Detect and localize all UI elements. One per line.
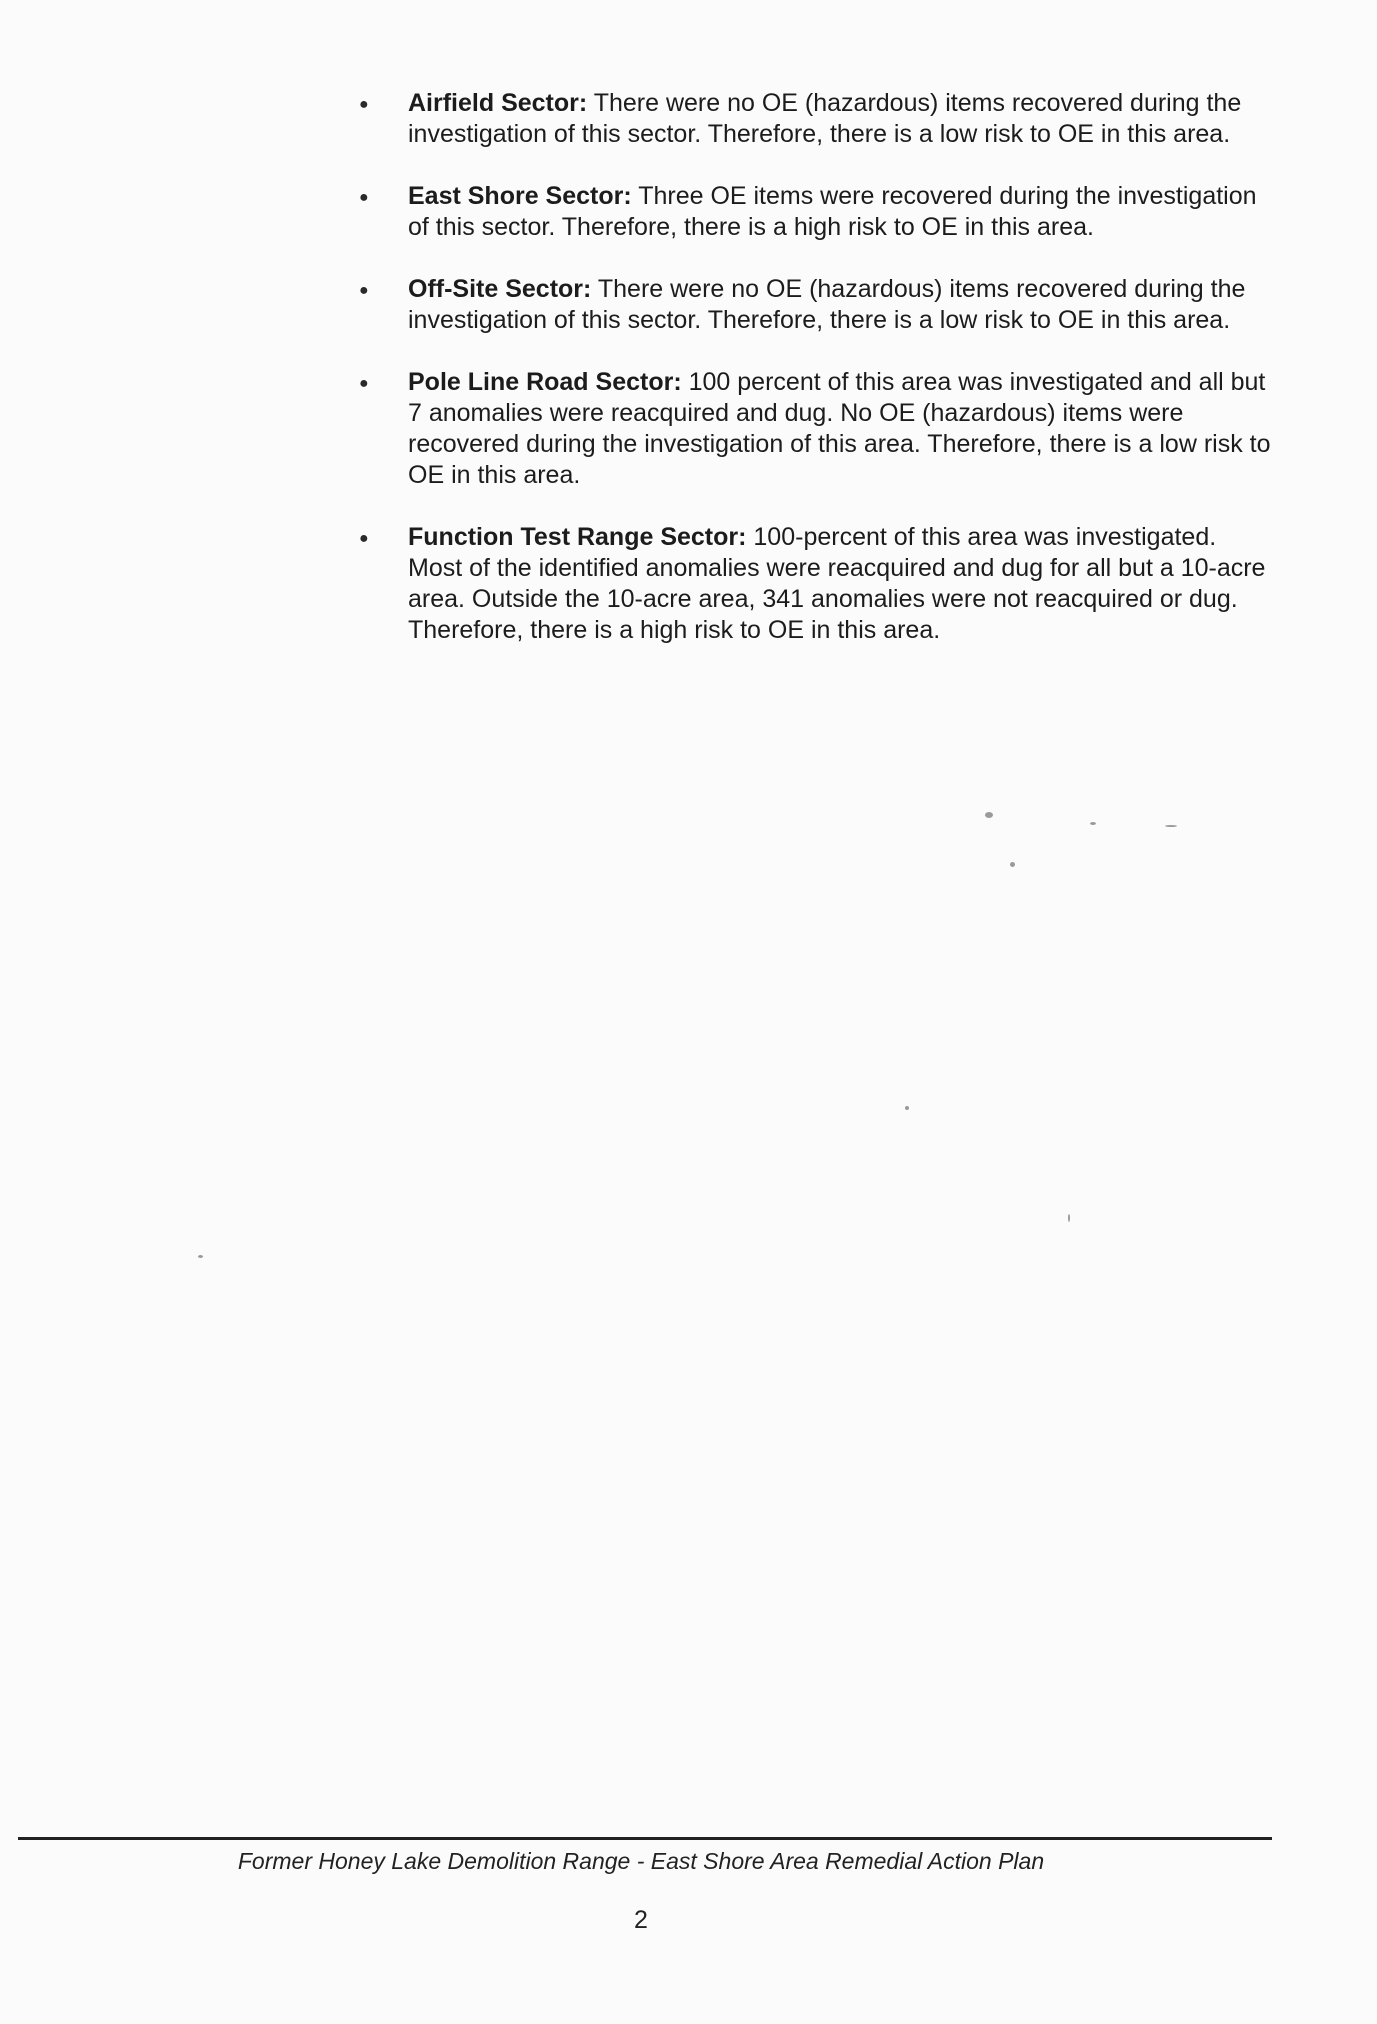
scan-speck bbox=[198, 1255, 203, 1258]
page-number: 2 bbox=[634, 1906, 648, 1934]
bullet-text: 100-percent of this area was investigated. Most of the identified anomalies were reacquired and dug for all but a 10-acre area. Outside the 10-acre area, 341 anomalies were not reacquired or dug. Therefore, there is a high risk to OE in this area. bbox=[408, 523, 1266, 644]
scan-speck bbox=[1010, 862, 1015, 867]
bullet-term: Off-Site Sector: bbox=[408, 275, 592, 303]
bullet-term: East Shore Sector: bbox=[408, 182, 632, 210]
scan-speck bbox=[905, 1106, 909, 1110]
bullet-dot-icon: ● bbox=[359, 282, 369, 299]
bullet-airfield-sector bbox=[354, 88, 1274, 150]
bullet-dot-icon: ● bbox=[359, 530, 369, 547]
bullet-dot-icon: ● bbox=[359, 189, 369, 206]
bullet-term: Airfield Sector: bbox=[408, 89, 588, 117]
footer-rule bbox=[18, 1837, 1272, 1840]
bullet-text: Three OE items were recovered during the investigation of this sector. Therefore, there is a high risk to OE in this area. bbox=[408, 182, 1257, 241]
scan-speck bbox=[1165, 825, 1177, 827]
bullet-pole-line-road-sector bbox=[354, 367, 1274, 491]
bullet-east-shore-sector bbox=[354, 181, 1274, 243]
bullet-function-test-range-sector bbox=[354, 522, 1274, 646]
bullet-dot-icon: ● bbox=[359, 375, 369, 392]
bullet-text: There were no OE (hazardous) items recovered during the investigation of this sector. Therefore, there is a low risk to OE in this area. bbox=[408, 89, 1242, 148]
scan-speck bbox=[1068, 1214, 1070, 1222]
sector-risk-list bbox=[354, 88, 1274, 677]
bullet-term: Function Test Range Sector: bbox=[408, 523, 747, 551]
bullet-term: Pole Line Road Sector: bbox=[408, 368, 682, 396]
bullet-off-site-sector bbox=[354, 274, 1274, 336]
bullet-text: There were no OE (hazardous) items recovered during the investigation of this sector. Therefore, there is a low risk to OE in this area. bbox=[408, 275, 1246, 334]
bullet-dot-icon: ● bbox=[359, 96, 369, 113]
scan-speck bbox=[1090, 822, 1096, 825]
bullet-text: 100 percent of this area was investigated and all but 7 anomalies were reacquired and dug. No OE (hazardous) items were recovered during the investigation of this area. Therefore, there is a low risk to OE in this area. bbox=[408, 368, 1271, 489]
scan-speck bbox=[985, 812, 993, 818]
footer-title: Former Honey Lake Demolition Range - East Shore Area Remedial Action Plan bbox=[237, 1848, 1045, 1874]
